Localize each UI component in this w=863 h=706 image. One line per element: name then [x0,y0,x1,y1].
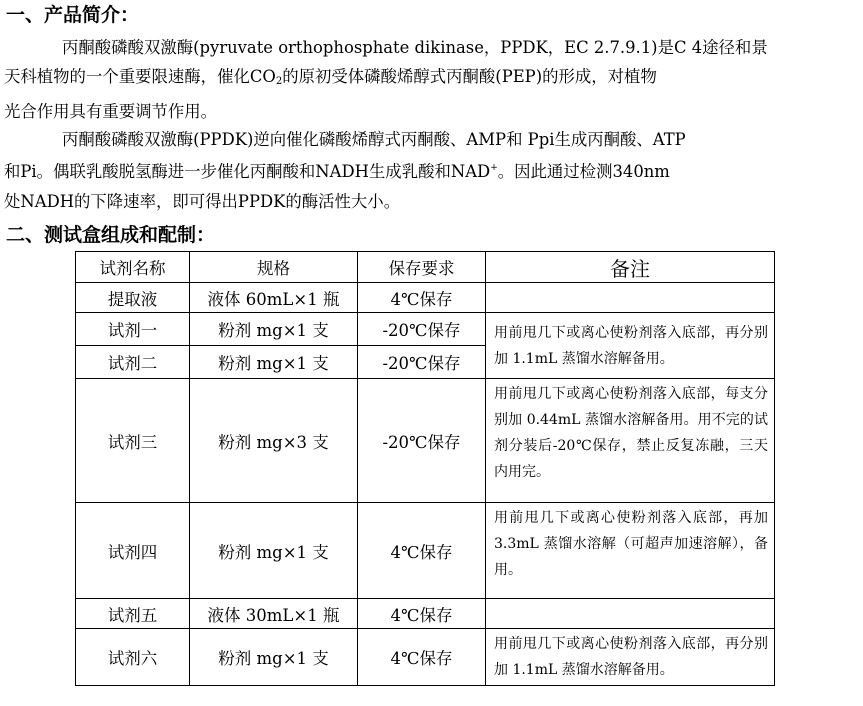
reagent-table [75,251,775,686]
header-spec: 规格 [190,252,358,283]
text-line: 处NADH的下降速率，即可得出PPDK的酶活性大小。 [4,191,401,211]
subscript: 2 [275,76,283,88]
cell-note: 用前甩几下或离心使粉剂落入底部，再分别加 1.1mL 蒸馏水溶解备用。 [486,629,775,686]
cell-note: 用前甩几下或离心使粉剂落入底部，每支分别加 0.44mL 蒸馏水溶解备用。用不完的试剂分装后-20℃保存，禁止反复冻融，三天内用完。 [486,379,775,503]
table-row [76,283,775,313]
cell-storage: 4℃保存 [358,283,486,313]
cell-storage: -20℃保存 [358,346,486,379]
cell-storage: -20℃保存 [358,379,486,503]
intro-paragraph-2 [4,125,854,216]
cell-spec: 粉剂 mg×3 支 [190,379,358,503]
cell-name: 试剂二 [76,346,190,379]
header-storage: 保存要求 [358,252,486,283]
cell-spec: 粉剂 mg×1 支 [190,346,358,379]
cell-storage: 4℃保存 [358,503,486,599]
header-note: 备注 [486,252,775,283]
cell-note [486,283,775,313]
cell-spec: 粉剂 mg×1 支 [190,629,358,686]
cell-name: 试剂六 [76,629,190,686]
cell-storage: 4℃保存 [358,599,486,629]
table-row [76,379,775,503]
cell-storage: -20℃保存 [358,313,486,346]
superscript: + [490,163,498,174]
text-line: 丙酮酸磷酸双激酶(PPDK)逆向催化磷酸烯醇式丙酮酸、AMP和 Ppi生成丙酮酸、ATP [62,130,686,149]
text-line: 天科植物的一个重要限速酶，催化$CO_2$的原初受体磷酸烯醇式丙酮酸(PEP)的形成，对植物 [4,67,657,88]
text-line: 丙酮酸磷酸双激酶(pyruvate orthophosphate dikinase，PPDK，EC 2.7.9.1)是C 4途径和景 [62,38,768,57]
text-line: 和Pi。偶联乳酸脱氢酶进一步催化丙酮酸和NADH生成乳酸和NAD+。因此通过检测340nm [4,162,670,182]
cell-name: 试剂五 [76,599,190,629]
table-row [76,503,775,599]
cell-note [486,599,775,629]
section-title-intro: 一、产品简介： [6,4,140,26]
cell-name: 试剂四 [76,503,190,599]
cell-note-shared: 用前甩几下或离心使粉剂落入底部，再分别加 1.1mL 蒸馏水溶解备用。 [486,313,775,379]
text-line: 光合作用具有重要调节作用。 [4,101,218,121]
table-row [76,313,775,346]
intro-paragraph-1 [4,33,854,126]
cell-spec: 液体 30mL×1 瓶 [190,599,358,629]
cell-name: 试剂三 [76,379,190,503]
table-row [76,629,775,686]
cell-name: 试剂一 [76,313,190,346]
cell-spec: 液体 60mL×1 瓶 [190,283,358,313]
cell-spec: 粉剂 mg×1 支 [190,503,358,599]
cell-spec: 粉剂 mg×1 支 [190,313,358,346]
cell-note: 用前甩几下或离心使粉剂落入底部，再加 3.3mL 蒸馏水溶解（可超声加速溶解），备用。 [486,503,775,599]
cell-storage: 4℃保存 [358,629,486,686]
table-header-row [76,252,775,283]
section-title-kit: 二、测试盒组成和配制： [6,224,216,246]
header-name: 试剂名称 [76,252,190,283]
table-row [76,599,775,629]
cell-name: 提取液 [76,283,190,313]
